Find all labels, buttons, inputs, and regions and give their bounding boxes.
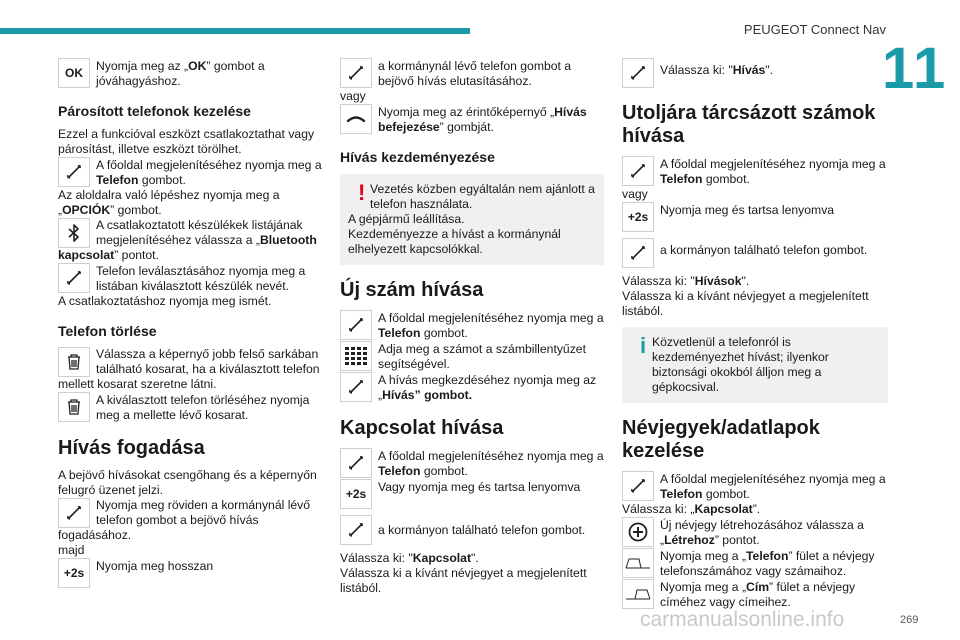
bluetooth-icon	[58, 218, 90, 248]
add-circle-icon	[622, 517, 654, 547]
pairing-step-1: A főoldal megjelenítéséhez nyomja meg a Telefon gombot.	[58, 157, 326, 188]
warning-icon: !	[358, 180, 366, 205]
tab-icon	[622, 579, 654, 609]
long-press-icon: +2s	[58, 558, 90, 588]
ok-step: OK Nyomja meg az „OK” gombot a jóváhagyáshoz.	[58, 58, 326, 89]
recent-or: vagy	[622, 187, 648, 201]
receive-step-2: +2s Nyomja meg hosszan	[58, 558, 326, 588]
reject-or: vagy	[340, 89, 366, 103]
receive-step-1: Nyomja meg röviden a kormánynál lévő telefon gombot a bejövő hívás fogadásához.	[58, 498, 311, 542]
pairing-outro: A csatlakoztatáshoz nyomja meg ismét.	[58, 294, 272, 308]
trash-icon	[58, 392, 90, 422]
phone-handset-icon	[340, 310, 372, 340]
new-number-step-1: A főoldal megjelenítéséhez nyomja meg a Telefon gombot.	[340, 310, 604, 341]
receive-intro: A bejövő hívásokat csengőhang és a képernyőn felugró üzenet jelzi.	[58, 468, 317, 497]
recent-select: Válassza ki: "Hívások".	[622, 274, 750, 288]
trash-icon	[58, 347, 90, 377]
ok-button-icon: OK	[58, 58, 90, 88]
section-heading-initiate: Hívás kezdeményezése	[340, 149, 495, 165]
select-call-step: Válassza ki: "Hívás".	[622, 58, 888, 88]
new-number-step-2: Adja meg a számot a számbillentyűzet segítségével.	[340, 341, 604, 372]
receive-or: majd	[58, 543, 85, 557]
phone-handset-icon	[58, 263, 90, 293]
phone-handset-icon	[340, 372, 372, 402]
header-title: PEUGEOT Connect Nav	[743, 22, 886, 37]
section-heading-contact-call: Kapcsolat hívása	[340, 417, 504, 439]
section-heading-receive: Hívás fogadása	[58, 437, 205, 459]
column-1	[58, 58, 326, 588]
phone-handset-icon	[622, 58, 654, 88]
column-3	[622, 58, 888, 610]
watermark: carmanualsonline.info	[640, 608, 845, 631]
new-number-step-3: A hívás megkezdéséhez nyomja meg az „Hívás” gombot.	[340, 372, 604, 403]
long-press-icon: +2s	[340, 479, 372, 509]
phone-handset-icon	[340, 448, 372, 478]
phone-handset-icon	[622, 471, 654, 501]
section-heading-recent: Utoljára tárcsázott számok hívása	[622, 102, 876, 147]
recent-step-2: +2s Nyomja meg és tartsa lenyomva	[622, 202, 888, 232]
chapter-number: 11	[882, 36, 948, 101]
recent-step-3: a kormányon található telefon gombot.	[622, 238, 888, 268]
phone-handset-icon	[58, 157, 90, 187]
header-accent-bar	[0, 28, 470, 34]
tab-icon	[622, 548, 654, 578]
column-2	[340, 58, 604, 596]
contacts-step-1: A főoldal megjelenítéséhez nyomja meg a Telefon gombot.	[622, 471, 888, 502]
contact-call-select-contact: Válassza ki a kívánt névjegyet a megjelenített listából.	[340, 566, 587, 595]
delete-step-2: A kiválasztott telefon törléséhez nyomja meg a mellette lévő kosarat.	[58, 392, 326, 423]
section-heading-delete: Telefon törlése	[58, 323, 157, 339]
contact-call-select: Válassza ki: "Kapcsolat".	[340, 551, 479, 565]
pairing-sub: Az aloldalra való lépéshez nyomja meg a „OPCIÓK” gombot.	[58, 188, 280, 217]
contacts-step-3: Nyomja meg a „Telefon” fület a névjegy telefonszámához vagy számaihoz.	[622, 548, 888, 579]
hang-up-icon	[340, 104, 372, 134]
info-icon: i	[640, 333, 647, 358]
section-heading-pairing: Párosított telefonok kezelése	[58, 103, 251, 119]
pairing-step-2: A csatlakoztatott készülékek listájának megjelenítéséhez válassza a „Bluetooth kapcsolat” pontot.	[58, 218, 317, 262]
phone-handset-icon	[340, 515, 372, 545]
page-number: 269	[900, 614, 919, 626]
keypad-icon	[340, 341, 372, 371]
section-heading-contacts: Névjegyek/adatlapok kezelése	[622, 417, 820, 462]
warning-note: ! Vezetés közben egyáltalán nem ajánlott a telefon használata. A gépjármű leállítása. Kezdeményezze a hívást a kormánynál elhelyezett kapcsolókkal.	[340, 174, 604, 265]
pairing-step-3: Telefon leválasztásához nyomja meg a listában kiválasztott készülék nevét.	[58, 263, 326, 294]
contacts-step-4: Nyomja meg a „Cím” fület a névjegy címéhez vagy címeihez.	[622, 579, 888, 610]
section-heading-new-number: Új szám hívása	[340, 279, 484, 301]
recent-select-contact: Válassza ki a kívánt névjegyet a megjelenített listából.	[622, 289, 869, 318]
info-note: i Közvetlenül a telefonról is kezdeményezhet hívást; ilyenkor biztonsági okokból álljon meg a gépkocsival.	[622, 327, 888, 403]
end-call-step: Nyomja meg az érintőképernyő „Hívás befejezése” gombját.	[340, 104, 604, 135]
contact-call-step-2: +2s Vagy nyomja meg és tartsa lenyomva	[340, 479, 604, 509]
recent-step-1: A főoldal megjelenítéséhez nyomja meg a Telefon gombot.	[622, 156, 888, 187]
reject-step: a kormánynál lévő telefon gombot a bejövő hívás elutasításához.	[340, 58, 604, 89]
pairing-intro: Ezzel a funkcióval eszközt csatlakoztathat vagy párosítást, illetve eszközt törölhet.	[58, 127, 315, 156]
phone-handset-icon	[340, 58, 372, 88]
contact-call-step-1: A főoldal megjelenítéséhez nyomja meg a Telefon gombot.	[340, 448, 604, 479]
long-press-icon: +2s	[622, 202, 654, 232]
phone-handset-icon	[622, 238, 654, 268]
contacts-step-2: Új névjegy létrehozásához válassza a „Létrehoz” pontot.	[622, 517, 888, 548]
contacts-select: Válassza ki: „Kapcsolat”.	[622, 502, 761, 516]
phone-handset-icon	[58, 498, 90, 528]
phone-handset-icon	[622, 156, 654, 186]
contact-call-step-3: a kormányon található telefon gombot.	[340, 515, 604, 545]
delete-step-1: Válassza a képernyő jobb felső sarkában található kosarat, ha a kiválasztott telefon mellett kosarat szeretne látni.	[58, 347, 320, 391]
